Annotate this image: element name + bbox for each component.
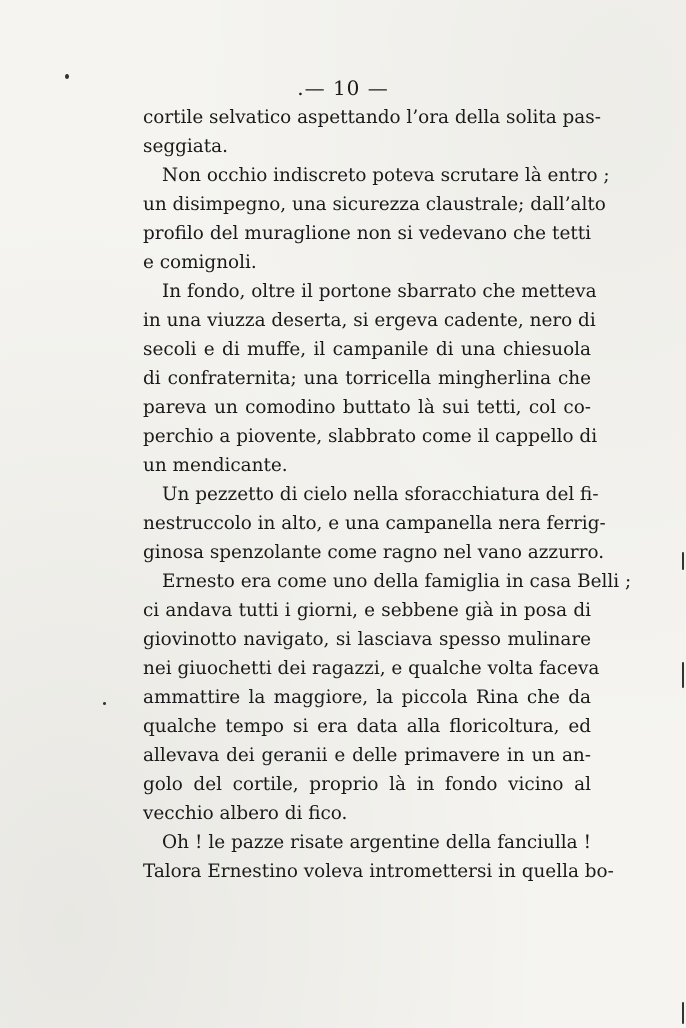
text-line: e comignoli. xyxy=(143,252,257,273)
text-line: un disimpegno, una sicurezza claustrale; dall’alto xyxy=(143,194,606,215)
text-line: ammattire la maggiore, la piccola Rina che da xyxy=(143,687,591,708)
scan-speck xyxy=(682,662,684,688)
text-line: Ernesto era come uno della famiglia in casa Belli ; xyxy=(162,571,632,592)
text-line: qualche tempo si era data alla floricoltura, ed xyxy=(143,716,591,737)
text-line: pareva un comodino buttato là sui tetti, col co- xyxy=(143,397,591,418)
scan-speck xyxy=(682,552,684,570)
text-line: giovinotto navigato, si lasciava spesso mulinare xyxy=(143,629,591,650)
page-body-text xyxy=(143,103,632,886)
text-line: In fondo, oltre il portone sbarrato che metteva xyxy=(162,281,597,302)
scan-speck xyxy=(103,702,106,705)
page-number: .— 10 — xyxy=(297,76,389,100)
text-line: nestruccolo in alto, e una campanella nera ferrig- xyxy=(143,513,606,534)
text-line: perchio a piovente, slabbrato come il cappello di xyxy=(143,426,598,447)
text-line: seggiata. xyxy=(143,136,228,157)
text-line: Oh ! le pazze risate argentine della fanciulla ! xyxy=(162,832,591,853)
text-line: Un pezzetto di cielo nella sforacchiatura del fi- xyxy=(162,484,599,505)
scan-speck xyxy=(65,74,69,79)
text-line: golo del cortile, proprio là in fondo vicino al xyxy=(143,774,591,795)
text-line: di confraternita; una torricella mingherlina che xyxy=(143,368,591,389)
text-line: nei giuochetti dei ragazzi, e qualche volta faceva xyxy=(143,658,600,679)
text-line: cortile selvatico aspettando l’ora della solita pas- xyxy=(143,107,601,128)
text-line: un mendicante. xyxy=(143,455,288,476)
text-line: ginosa spenzolante come ragno nel vano azzurro. xyxy=(143,542,605,563)
text-line: vecchio albero di fico. xyxy=(143,803,348,824)
text-line: Talora Ernestino voleva intromettersi in quella bo- xyxy=(143,861,614,882)
text-line: profilo del muraglione non si vedevano che tetti xyxy=(143,223,591,244)
text-line: Non occhio indiscreto poteva scrutare là entro ; xyxy=(162,165,610,186)
text-line: ci andava tutti i giorni, e sebbene già in posa di xyxy=(143,600,591,621)
text-line: in una viuzza deserta, si ergeva cadente, nero di xyxy=(143,310,596,331)
text-line: allevava dei geranii e delle primavere in un an- xyxy=(143,745,591,766)
text-line: secoli e di muffe, il campanile di una chiesuola xyxy=(143,339,591,360)
scan-speck xyxy=(682,1002,684,1024)
